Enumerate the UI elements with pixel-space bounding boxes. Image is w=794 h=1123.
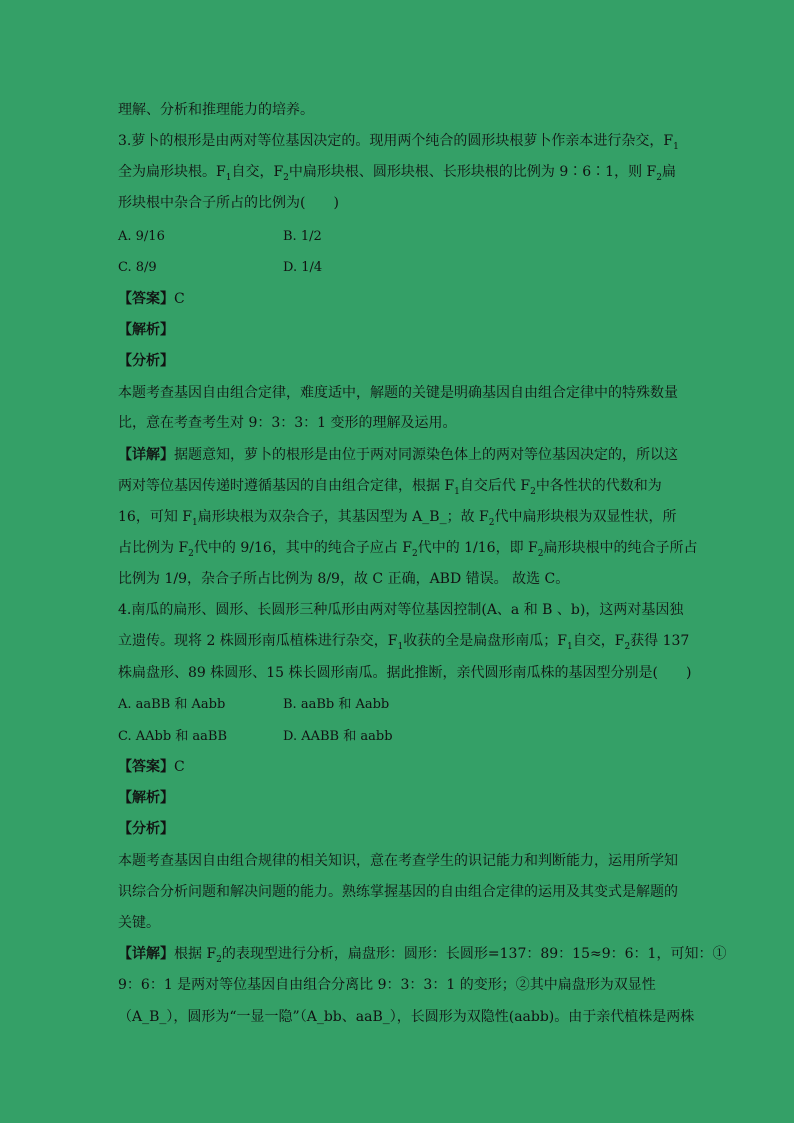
q3-answer — [118, 290, 185, 308]
q3-detail-line-1: 【详解】据题意知，萝卜的根形是由位于两对同源染色体上的两对等位基因决定的，所以这 — [118, 447, 678, 463]
q4-option-c: C. AAbb 和 aaBB — [118, 729, 228, 744]
q3-detail-label: 【详解】 — [118, 447, 174, 463]
q4-answer-value: C — [174, 759, 185, 775]
q4-fenxi-line-3: 关键。 — [118, 915, 160, 931]
q4-detail-line-2: 9：6：1 是两对等位基因自由组合分离比 9：3：3：1 的变形；②其中扁盘形为双显性 — [118, 977, 656, 993]
q3-fenxi-line-1: 本题考查基因自由组合定律，难度适中，解题的关键是明确基因自由组合定律中的特殊数量 — [118, 385, 678, 401]
q3-stem-line-1: 3.萝卜的根形是由两对等位基因决定的。现用两个纯合的圆形块根萝卜作亲本进行杂交，$F_1$ — [118, 133, 679, 152]
intro-line: 理解、分析和推理能力的培养。 — [118, 102, 314, 118]
q3-analysis-label: 【解析】 — [118, 322, 174, 338]
q4-answer-label: 【答案】 — [118, 759, 174, 775]
q3-option-c: C. 8/9 — [118, 260, 157, 275]
q4-fenxi-label: 【分析】 — [118, 821, 174, 837]
q4-detail-line-1: 【详解】根据 $F_2$的表现型进行分析，扁盘形：圆形：长圆形=137：89：15≈9：6：1，可知：① — [118, 946, 727, 965]
q4-fenxi-line-1: 本题考查基因自由组合规律的相关知识，意在考查学生的识记能力和判断能力，运用所学知 — [118, 853, 678, 869]
q3-fenxi-label: 【分析】 — [118, 353, 174, 369]
q4-stem-line-1: 4.南瓜的扁形、圆形、长圆形三种瓜形由两对等位基因控制(A、a 和 B 、b)，这两对基因独 — [118, 602, 684, 618]
q3-detail-line-2: 两对等位基因传递时遵循基因的自由组合定律，根据 $F_1$自交后代 $F_2$中各性状的代数和为 — [118, 478, 662, 497]
q4-option-a: A. aaBB 和 Aabb — [118, 697, 226, 712]
q4-detail-label: 【详解】 — [118, 946, 174, 962]
q3-detail-line-3: 16，可知 $F_1$扁形块根为双杂合子，其基因型为 A_B_；故 $F_2$代中扁形块根为双显性状，所 — [118, 509, 677, 528]
q3-option-d: D. 1/4 — [283, 260, 323, 275]
q4-stem-line-2: 立遗传。现将 2 株圆形南瓜植株进行杂交，$F_1$收获的全是扁盘形南瓜；$F_1$自交，$F_2$获得 137 — [118, 633, 690, 652]
q4-stem-line-3: 株扁盘形、89 株圆形、15 株长圆形南瓜。据此推断，亲代圆形南瓜株的基因型分别是( ) — [118, 665, 692, 681]
q4-detail-line-3: （A_B_），圆形为“一显一隐”（A_bb、aaB_），长圆形为双隐性(aabb)。由于亲代植株是两株 — [118, 1009, 695, 1025]
q3-option-a: A. 9/16 — [118, 229, 165, 244]
q4-option-b: B. aaBb 和 Aabb — [283, 697, 390, 712]
q4-analysis-label: 【解析】 — [118, 790, 174, 806]
q3-detail-line-4: 占比例为 $F_2$代中的 9/16，其中的纯合子应占 $F_2$代中的 1/16，即 $F_2$扁形块根中的纯合子所占 — [118, 540, 698, 559]
q3-option-b: B. 1/2 — [283, 229, 322, 244]
q4-option-d: D. AABB 和 aabb — [283, 729, 393, 744]
q3-detail-line-5: 比例为 1/9，杂合子所占比例为 8/9，故 C 正确，ABD 错误。 故选 C。 — [118, 571, 570, 587]
q4-fenxi-line-2: 识综合分析问题和解决问题的能力。熟练掌握基因的自由组合定律的运用及其变式是解题的 — [118, 884, 678, 900]
q3-fenxi-line-2: 比，意在考查考生对 9：3：3：1 变形的理解及运用。 — [118, 415, 457, 431]
q3-answer-label: 【答案】 — [118, 291, 174, 307]
q3-stem-line-2: 全为扁形块根。$F_1$自交，$F_2$中扁形块根、圆形块根、长形块根的比例为 9∶6∶1，则 $F_2$扁 — [118, 164, 676, 183]
q3-stem-line-3: 形块根中杂合子所占的比例为( ) — [118, 195, 339, 211]
q4-answer — [118, 758, 185, 776]
q3-answer-value: C — [174, 291, 185, 307]
